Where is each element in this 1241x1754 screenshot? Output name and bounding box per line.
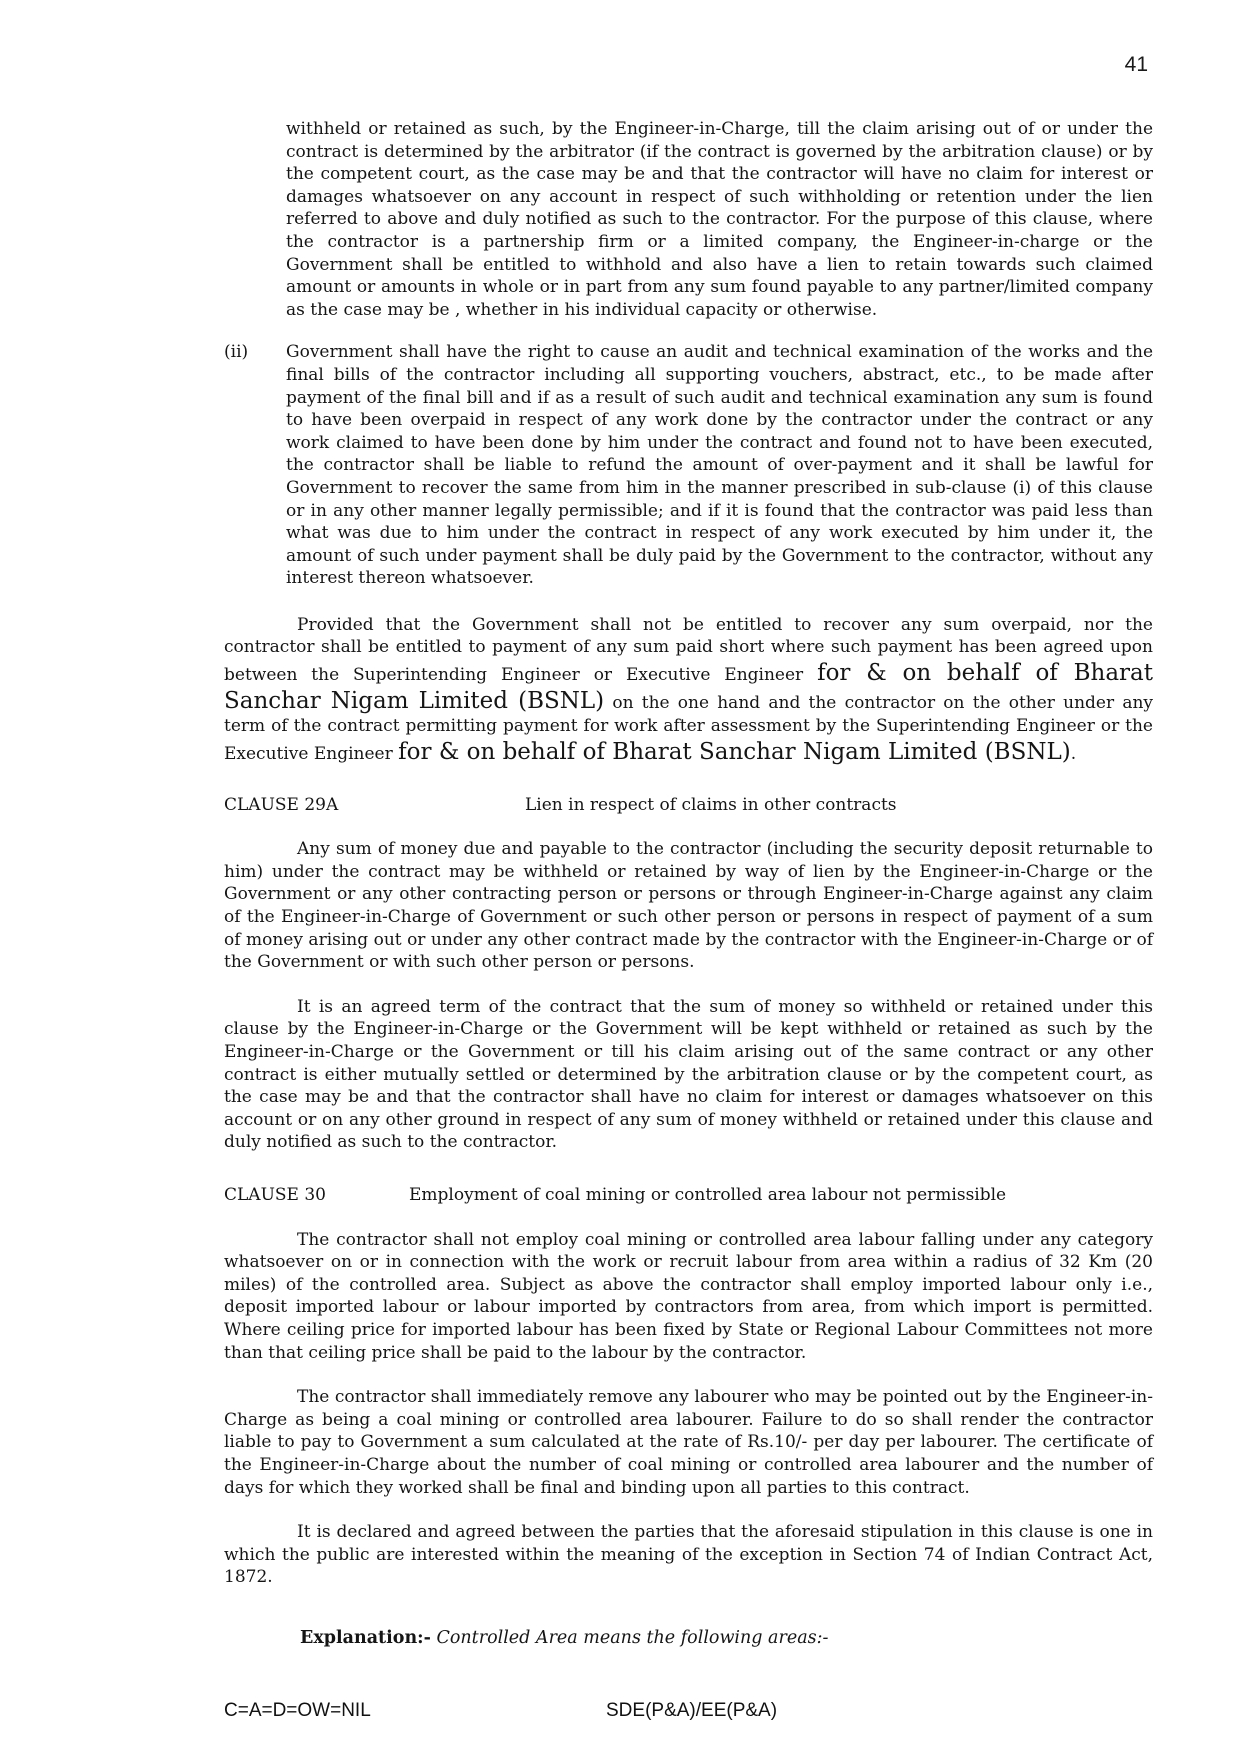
document-content — [224, 118, 1153, 1649]
footer-reference-center: SDE(P&A)/EE(P&A) — [606, 1700, 778, 1721]
list-item-ii — [224, 341, 1153, 590]
paragraph-clause-30-1: The contractor shall not employ coal mining or controlled area labour falling under any category whatsoever on or in connection with the work or recruit labour from area within a radius of 32 Km (20 miles) of the controlled area. Subject as above the contractor shall employ imported labour only i.e., deposit imported labour or labour imported by contractors from area, from which import is permitted. Where ceiling price for imported labour has been fixed by State or Regional Labour Committees not more than that ceiling price shall be paid to the labour by the contractor. — [224, 1229, 1153, 1363]
clause-29a-heading — [224, 794, 1153, 817]
bsnl-emphasis-2: for & on behalf of Bharat Sanchar Nigam Limited (BSNL) — [398, 738, 1071, 765]
paragraph-clause-29a-2: It is an agreed term of the contract that the sum of money so withheld or retained under this clause by the Engineer-in-Charge or the Government will be kept withheld or retained as such by the Engineer-in-Charge or the Government or till his claim arising out of the same contract or any other contract is either mutually settled or determined by the arbitration clause or by the competent court, as the case may be and that the contractor shall have no claim for interest or damages whatsoever on this account or on any other ground in respect of any sum of money withheld or retained under this clause and duly notified as such to the contractor. — [224, 996, 1153, 1153]
provided-text-part2: on the one hand and the contractor on the other under any term of the contract permitting payment for work after assessment by the Superintending Engineer or the Executive Engineer — [224, 693, 1154, 764]
paragraph-clause-30-2: The contractor shall immediately remove any labourer who may be pointed out by the Engineer-in-Charge as being a coal mining or controlled area labourer. Failure to do so shall render the contractor liable to pay to Government a sum calculated at the rate of Rs.10/- per day per labourer. The certificate of the Engineer-in-Charge about the number of coal mining or controlled area labourer and the number of days for which they worked shall be final and binding upon all parties to this contract. — [224, 1387, 1153, 1498]
clause-29a-label: CLAUSE 29A — [224, 794, 339, 815]
clause-30-title: Employment of coal mining or controlled area labour not permissible — [409, 1184, 1007, 1205]
clause-30-label: CLAUSE 30 — [224, 1184, 326, 1205]
explanation-line — [300, 1627, 1153, 1650]
bsnl-emphasis-1: for & on behalf of Bharat Sanchar Nigam Limited (BSNL) — [224, 660, 1153, 715]
list-item-ii-marker: (ii) — [224, 342, 249, 363]
provided-text-end: . — [1070, 743, 1077, 764]
paragraph-lien-continuation: withheld or retained as such, by the Engineer-in-Charge, till the claim arising out of or under the contract is determined by the arbitrator (if the contract is governed by the arbitration clause) or by the competent court, as the case may be and that the contractor will have no claim for interest or damages whatsoever on any account in respect of such withholding or retention under the lien referred to above and duly notified as such to the contractor. For the purpose of this clause, where the contractor is a partnership firm or a limited company, the Engineer-in-charge or the Government shall be entitled to withhold and also have a lien to retain towards such claimed amount or amounts in whole or in part from any sum found payable to any partner/limited company as the case may be , whether in his individual capacity or otherwise. — [286, 119, 1153, 320]
explanation-label: Explanation:- — [300, 1627, 431, 1648]
paragraph-clause-30-3: It is declared and agreed between the parties that the aforesaid stipulation in this clause is one in which the public are interested within the meaning of the exception in Section 74 of Indian Contract Act, 1872. — [224, 1522, 1153, 1588]
footer-reference-left: C=A=D=OW=NIL — [224, 1700, 371, 1721]
clause-30-heading — [224, 1184, 1153, 1207]
paragraph-clause-29a-1: Any sum of money due and payable to the contractor (including the security deposit returnable to him) under the contract may be withheld or retained by way of lien by the Engineer-in-Charge or the Government or any other contracting person or persons or through Engineer-in-Charge against any claim of the Engineer-in-Charge of Government or such other person or persons in respect of payment of a sum of money arising out or under any other contract made by the contractor with the Engineer-in-Charge or of the Government or with such other person or persons. — [224, 839, 1153, 973]
page-number: 41 — [1124, 53, 1148, 76]
paragraph-audit-examination: Government shall have the right to cause an audit and technical examination of the works and the final bills of the contractor including all supporting vouchers, abstract, etc., to be made after payment of the final bill and if as a result of such audit and technical examination any sum is found to have been overpaid in respect of any work done by the contractor under the contract or any work claimed to have been done by him under the contract and found not to have been executed, the contractor shall be liable to refund the amount of over-payment and it shall be lawful for Government to recover the same from him in the manner prescribed in sub-clause (i) of this clause or in any other manner legally permissible; and if it is found that the contractor was paid less than what was due to him under the contract in respect of any work executed by him under it, the amount of such under payment shall be duly paid by the Government to the contractor, without any interest thereon whatsoever. — [286, 342, 1153, 589]
explanation-text: Controlled Area means the following areas:- — [430, 1627, 829, 1648]
provided-text-part1: Provided that the Government shall not be entitled to recover any sum overpaid, nor the contractor shall be entitled to payment of any sum paid short where such payment has been agreed upon between the Superintending Engineer or Executive Engineer — [224, 614, 1153, 686]
paragraph-provided-that — [224, 614, 1153, 766]
clause-29a-title: Lien in respect of claims in other contracts — [525, 794, 897, 815]
